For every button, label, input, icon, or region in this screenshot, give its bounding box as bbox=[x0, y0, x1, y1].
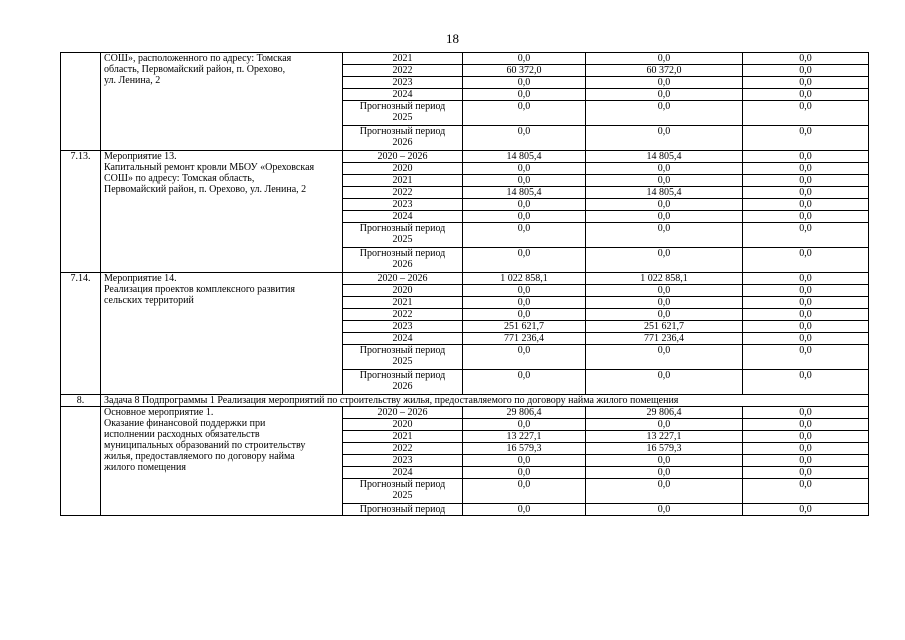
other-value: 0,0 bbox=[743, 199, 869, 211]
budget-value: 14 805,4 bbox=[586, 151, 743, 163]
description-line: Реализация проектов комплексного развития bbox=[104, 284, 295, 295]
period-line: Прогнозный период bbox=[359, 345, 446, 356]
row-number bbox=[61, 53, 101, 151]
total-value: 0,0 bbox=[463, 467, 586, 479]
period-line: 2024 bbox=[392, 333, 413, 344]
description-line: исполнении расходных обязательств bbox=[104, 429, 260, 440]
description-line: Первомайский район, п. Орехово, ул. Ленина, 2 bbox=[104, 184, 307, 195]
budget-value: 0,0 bbox=[586, 223, 743, 248]
other-value: 0,0 bbox=[743, 443, 869, 455]
description-line: жилья, предоставляемого по договору найма bbox=[104, 451, 295, 462]
total-value: 0,0 bbox=[463, 77, 586, 89]
budget-value: 14 805,4 bbox=[586, 187, 743, 199]
table-row bbox=[61, 407, 869, 419]
other-value: 0,0 bbox=[743, 77, 869, 89]
period-cell bbox=[343, 273, 463, 285]
other-value: 0,0 bbox=[743, 65, 869, 77]
period-line: 2022 bbox=[392, 187, 413, 198]
row-number: 7.13. bbox=[61, 151, 101, 273]
description-line: область, Первомайский район, п. Орехово, bbox=[104, 64, 286, 75]
other-value: 0,0 bbox=[743, 248, 869, 273]
other-value: 0,0 bbox=[743, 455, 869, 467]
total-value: 0,0 bbox=[463, 345, 586, 370]
total-value: 0,0 bbox=[463, 285, 586, 297]
period-line: 2022 bbox=[392, 309, 413, 320]
period-cell bbox=[343, 419, 463, 431]
period-cell bbox=[343, 199, 463, 211]
other-value: 0,0 bbox=[743, 431, 869, 443]
other-value: 0,0 bbox=[743, 333, 869, 345]
period-cell bbox=[343, 223, 463, 248]
budget-value: 16 579,3 bbox=[586, 443, 743, 455]
budget-value: 0,0 bbox=[586, 126, 743, 151]
total-value: 0,0 bbox=[463, 223, 586, 248]
period-line: 2026 bbox=[392, 137, 413, 148]
total-value: 60 372,0 bbox=[463, 65, 586, 77]
activity-description bbox=[101, 273, 343, 395]
other-value: 0,0 bbox=[743, 223, 869, 248]
budget-value: 60 372,0 bbox=[586, 65, 743, 77]
description-line: жилого помещения bbox=[104, 462, 186, 473]
other-value: 0,0 bbox=[743, 407, 869, 419]
period-line: 2020 – 2026 bbox=[377, 273, 428, 284]
period-line: 2020 bbox=[392, 285, 413, 296]
budget-value: 0,0 bbox=[586, 467, 743, 479]
period-cell bbox=[343, 248, 463, 273]
budget-value: 251 621,7 bbox=[586, 321, 743, 333]
other-value: 0,0 bbox=[743, 285, 869, 297]
period-line: 2025 bbox=[392, 234, 413, 245]
budget-value: 0,0 bbox=[586, 297, 743, 309]
period-line: 2024 bbox=[392, 211, 413, 222]
budget-value: 0,0 bbox=[586, 370, 743, 395]
period-cell bbox=[343, 504, 463, 516]
period-cell bbox=[343, 175, 463, 187]
period-cell bbox=[343, 53, 463, 65]
other-value: 0,0 bbox=[743, 467, 869, 479]
total-value: 0,0 bbox=[463, 199, 586, 211]
period-line: 2023 bbox=[392, 455, 413, 466]
description-line: СОШ», расположенного по адресу: Томская bbox=[104, 53, 292, 64]
budget-value: 29 806,4 bbox=[586, 407, 743, 419]
period-line: Прогнозный период bbox=[359, 479, 446, 490]
other-value: 0,0 bbox=[743, 89, 869, 101]
total-value: 0,0 bbox=[463, 479, 586, 504]
total-value: 1 022 858,1 bbox=[463, 273, 586, 285]
total-value: 0,0 bbox=[463, 370, 586, 395]
period-line: 2025 bbox=[392, 356, 413, 367]
period-line: Прогнозный период bbox=[359, 504, 446, 515]
period-cell bbox=[343, 151, 463, 163]
total-value: 0,0 bbox=[463, 163, 586, 175]
other-value: 0,0 bbox=[743, 273, 869, 285]
budget-value: 0,0 bbox=[586, 211, 743, 223]
period-cell bbox=[343, 345, 463, 370]
task-row bbox=[61, 395, 869, 407]
activity-description bbox=[101, 407, 343, 516]
period-cell bbox=[343, 321, 463, 333]
other-value: 0,0 bbox=[743, 345, 869, 370]
table-body bbox=[61, 53, 869, 516]
period-line: 2021 bbox=[392, 53, 413, 64]
total-value: 0,0 bbox=[463, 126, 586, 151]
period-line: 2022 bbox=[392, 65, 413, 76]
budget-value: 0,0 bbox=[586, 199, 743, 211]
total-value: 0,0 bbox=[463, 309, 586, 321]
period-line: 2024 bbox=[392, 89, 413, 100]
period-cell bbox=[343, 333, 463, 345]
other-value: 0,0 bbox=[743, 479, 869, 504]
total-value: 0,0 bbox=[463, 89, 586, 101]
budget-value: 0,0 bbox=[586, 504, 743, 516]
description-line: Мероприятие 13. bbox=[104, 151, 177, 162]
other-value: 0,0 bbox=[743, 370, 869, 395]
period-cell bbox=[343, 297, 463, 309]
total-value: 0,0 bbox=[463, 101, 586, 126]
total-value: 16 579,3 bbox=[463, 443, 586, 455]
budget-value: 1 022 858,1 bbox=[586, 273, 743, 285]
other-value: 0,0 bbox=[743, 187, 869, 199]
page-number: 18 bbox=[446, 31, 459, 46]
description-line: Оказание финансовой поддержки при bbox=[104, 418, 266, 429]
total-value: 0,0 bbox=[463, 53, 586, 65]
period-line: 2020 bbox=[392, 163, 413, 174]
budget-value: 13 227,1 bbox=[586, 431, 743, 443]
description-line: сельских территорий bbox=[104, 295, 194, 306]
budget-value: 0,0 bbox=[586, 345, 743, 370]
period-cell bbox=[343, 467, 463, 479]
total-value: 0,0 bbox=[463, 297, 586, 309]
period-line: Прогнозный период bbox=[359, 248, 446, 259]
total-value: 251 621,7 bbox=[463, 321, 586, 333]
activity-description bbox=[101, 53, 343, 151]
row-number: 7.14. bbox=[61, 273, 101, 395]
period-line: 2020 bbox=[392, 419, 413, 430]
other-value: 0,0 bbox=[743, 504, 869, 516]
total-value: 0,0 bbox=[463, 211, 586, 223]
budget-value: 0,0 bbox=[586, 89, 743, 101]
period-line: 2023 bbox=[392, 77, 413, 88]
budget-value: 0,0 bbox=[586, 285, 743, 297]
other-value: 0,0 bbox=[743, 151, 869, 163]
period-line: 2025 bbox=[392, 490, 413, 501]
period-line: 2020 – 2026 bbox=[377, 151, 428, 162]
table-row bbox=[61, 151, 869, 163]
budget-value: 0,0 bbox=[586, 419, 743, 431]
total-value: 29 806,4 bbox=[463, 407, 586, 419]
period-line: 2026 bbox=[392, 381, 413, 392]
total-value: 0,0 bbox=[463, 455, 586, 467]
period-cell bbox=[343, 479, 463, 504]
period-line: 2021 bbox=[392, 175, 413, 186]
description-line: муниципальных образований по строительству bbox=[104, 440, 306, 451]
period-cell bbox=[343, 126, 463, 151]
task-text: Задача 8 Подпрограммы 1 Реализация мероприятий по строительству жилья, предоставляемого по договору найма жилого помещения bbox=[101, 395, 869, 407]
other-value: 0,0 bbox=[743, 53, 869, 65]
total-value: 13 227,1 bbox=[463, 431, 586, 443]
period-line: 2020 – 2026 bbox=[377, 407, 428, 418]
other-value: 0,0 bbox=[743, 211, 869, 223]
other-value: 0,0 bbox=[743, 309, 869, 321]
period-line: Прогнозный период bbox=[359, 223, 446, 234]
period-cell bbox=[343, 370, 463, 395]
other-value: 0,0 bbox=[743, 101, 869, 126]
total-value: 14 805,4 bbox=[463, 151, 586, 163]
period-cell bbox=[343, 455, 463, 467]
budget-value: 771 236,4 bbox=[586, 333, 743, 345]
period-cell bbox=[343, 89, 463, 101]
budget-value: 0,0 bbox=[586, 101, 743, 126]
other-value: 0,0 bbox=[743, 126, 869, 151]
period-cell bbox=[343, 285, 463, 297]
period-cell bbox=[343, 187, 463, 199]
total-value: 0,0 bbox=[463, 248, 586, 273]
budget-value: 0,0 bbox=[586, 309, 743, 321]
period-line: Прогнозный период bbox=[359, 126, 446, 137]
row-number bbox=[61, 407, 101, 516]
description-line: Мероприятие 14. bbox=[104, 273, 177, 284]
period-line: 2022 bbox=[392, 443, 413, 454]
budget-value: 0,0 bbox=[586, 479, 743, 504]
period-cell bbox=[343, 431, 463, 443]
task-number: 8. bbox=[61, 395, 101, 407]
period-cell bbox=[343, 65, 463, 77]
other-value: 0,0 bbox=[743, 297, 869, 309]
period-line: 2021 bbox=[392, 431, 413, 442]
period-cell bbox=[343, 101, 463, 126]
total-value: 0,0 bbox=[463, 175, 586, 187]
description-line: Основное мероприятие 1. bbox=[104, 407, 214, 418]
period-line: Прогнозный период bbox=[359, 370, 446, 381]
total-value: 0,0 bbox=[463, 504, 586, 516]
description-line: ул. Ленина, 2 bbox=[104, 75, 161, 86]
total-value: 0,0 bbox=[463, 419, 586, 431]
budget-value: 0,0 bbox=[586, 455, 743, 467]
budget-value: 0,0 bbox=[586, 163, 743, 175]
total-value: 771 236,4 bbox=[463, 333, 586, 345]
period-cell bbox=[343, 407, 463, 419]
period-line: 2025 bbox=[392, 112, 413, 123]
description-line: Капитальный ремонт кровли МБОУ «Ореховская bbox=[104, 162, 315, 173]
period-cell bbox=[343, 443, 463, 455]
period-line: 2021 bbox=[392, 297, 413, 308]
period-line: 2023 bbox=[392, 199, 413, 210]
period-cell bbox=[343, 163, 463, 175]
activity-description bbox=[101, 151, 343, 273]
table-row bbox=[61, 273, 869, 285]
description-line: СОШ» по адресу: Томская область, bbox=[104, 173, 255, 184]
total-value: 14 805,4 bbox=[463, 187, 586, 199]
period-cell bbox=[343, 211, 463, 223]
budget-value: 0,0 bbox=[586, 77, 743, 89]
budget-value: 0,0 bbox=[586, 175, 743, 187]
period-line: 2023 bbox=[392, 321, 413, 332]
other-value: 0,0 bbox=[743, 163, 869, 175]
other-value: 0,0 bbox=[743, 321, 869, 333]
budget-value: 0,0 bbox=[586, 53, 743, 65]
period-line: 2024 bbox=[392, 467, 413, 478]
other-value: 0,0 bbox=[743, 175, 869, 187]
other-value: 0,0 bbox=[743, 419, 869, 431]
budget-value: 0,0 bbox=[586, 248, 743, 273]
table-row bbox=[61, 53, 869, 65]
period-cell bbox=[343, 309, 463, 321]
budget-table bbox=[60, 52, 869, 516]
period-line: 2026 bbox=[392, 259, 413, 270]
period-line: Прогнозный период bbox=[359, 101, 446, 112]
period-cell bbox=[343, 77, 463, 89]
